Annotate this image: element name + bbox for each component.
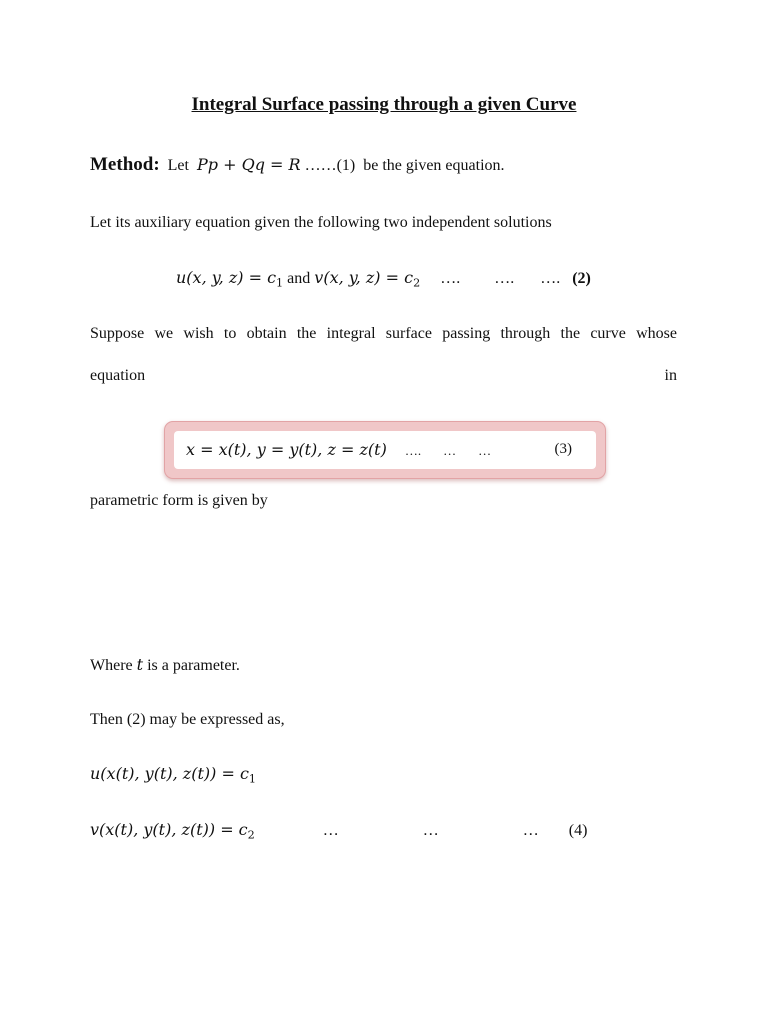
page-title: Integral Surface passing through a given Curve [191,94,577,115]
given-equation: Pp + Qq = R [196,155,301,174]
suppose-line: Suppose we wish to obtain the integral surface passing through the curve whose [90,325,677,342]
eq4-dots-1: … [322,822,339,839]
boxed-equation-frame [164,421,606,479]
method-suffix: be the given equation. [363,157,505,174]
eq2-dots-2: …. [494,270,515,287]
equation-4-line-1: u(x(t), y(t), $z(t)) = c_1$ [90,764,257,786]
u-solution: u(x, y, $z) = c_1$ [176,268,284,290]
equation-in-line [90,367,677,385]
v-composite: v(x(t), y(t), $z(t)) = c_2$ [90,820,255,842]
eq2-dots-1: …. [440,270,461,287]
boxed-dots-3: … [478,443,492,458]
equation-4-line-2 [90,820,587,840]
then-line: Then (2) may be expressed as, [90,711,285,728]
method-label: Method: [90,154,160,175]
equation-2 [176,268,591,288]
method-line [90,154,505,176]
equation-number-2: (2) [572,270,591,287]
boxed-equation [186,440,491,460]
boxed-dots-1: …. [404,443,422,458]
equation-dots: …… [304,157,337,174]
equation-number-4: (4) [568,822,588,839]
v-solution: v(x, y, $z) = c_2$ [314,268,421,290]
parameter-t: t [136,655,144,674]
let-text: Let [167,157,189,174]
boxed-dots-2: … [443,443,457,458]
parametric-line: parametric form is given by [90,492,268,509]
equation-number-1: (1) [336,157,356,174]
and-text: and [287,270,311,287]
auxiliary-line: Let its auxiliary equation given the following two independent solutions [90,214,552,231]
eq2-dots-3: …. [540,270,561,287]
where-line: Where t is a parameter. [90,655,240,674]
in-word: in [664,367,677,384]
eq4-dots-2: … [422,822,439,839]
boxed-equation-inner [174,431,596,469]
parametric-equation: x = x(t), y = y(t), z = z(t) [186,440,387,459]
equation-number-3: (3) [554,441,572,457]
equation-word: equation [90,367,146,384]
eq4-dots-3: … [522,822,539,839]
